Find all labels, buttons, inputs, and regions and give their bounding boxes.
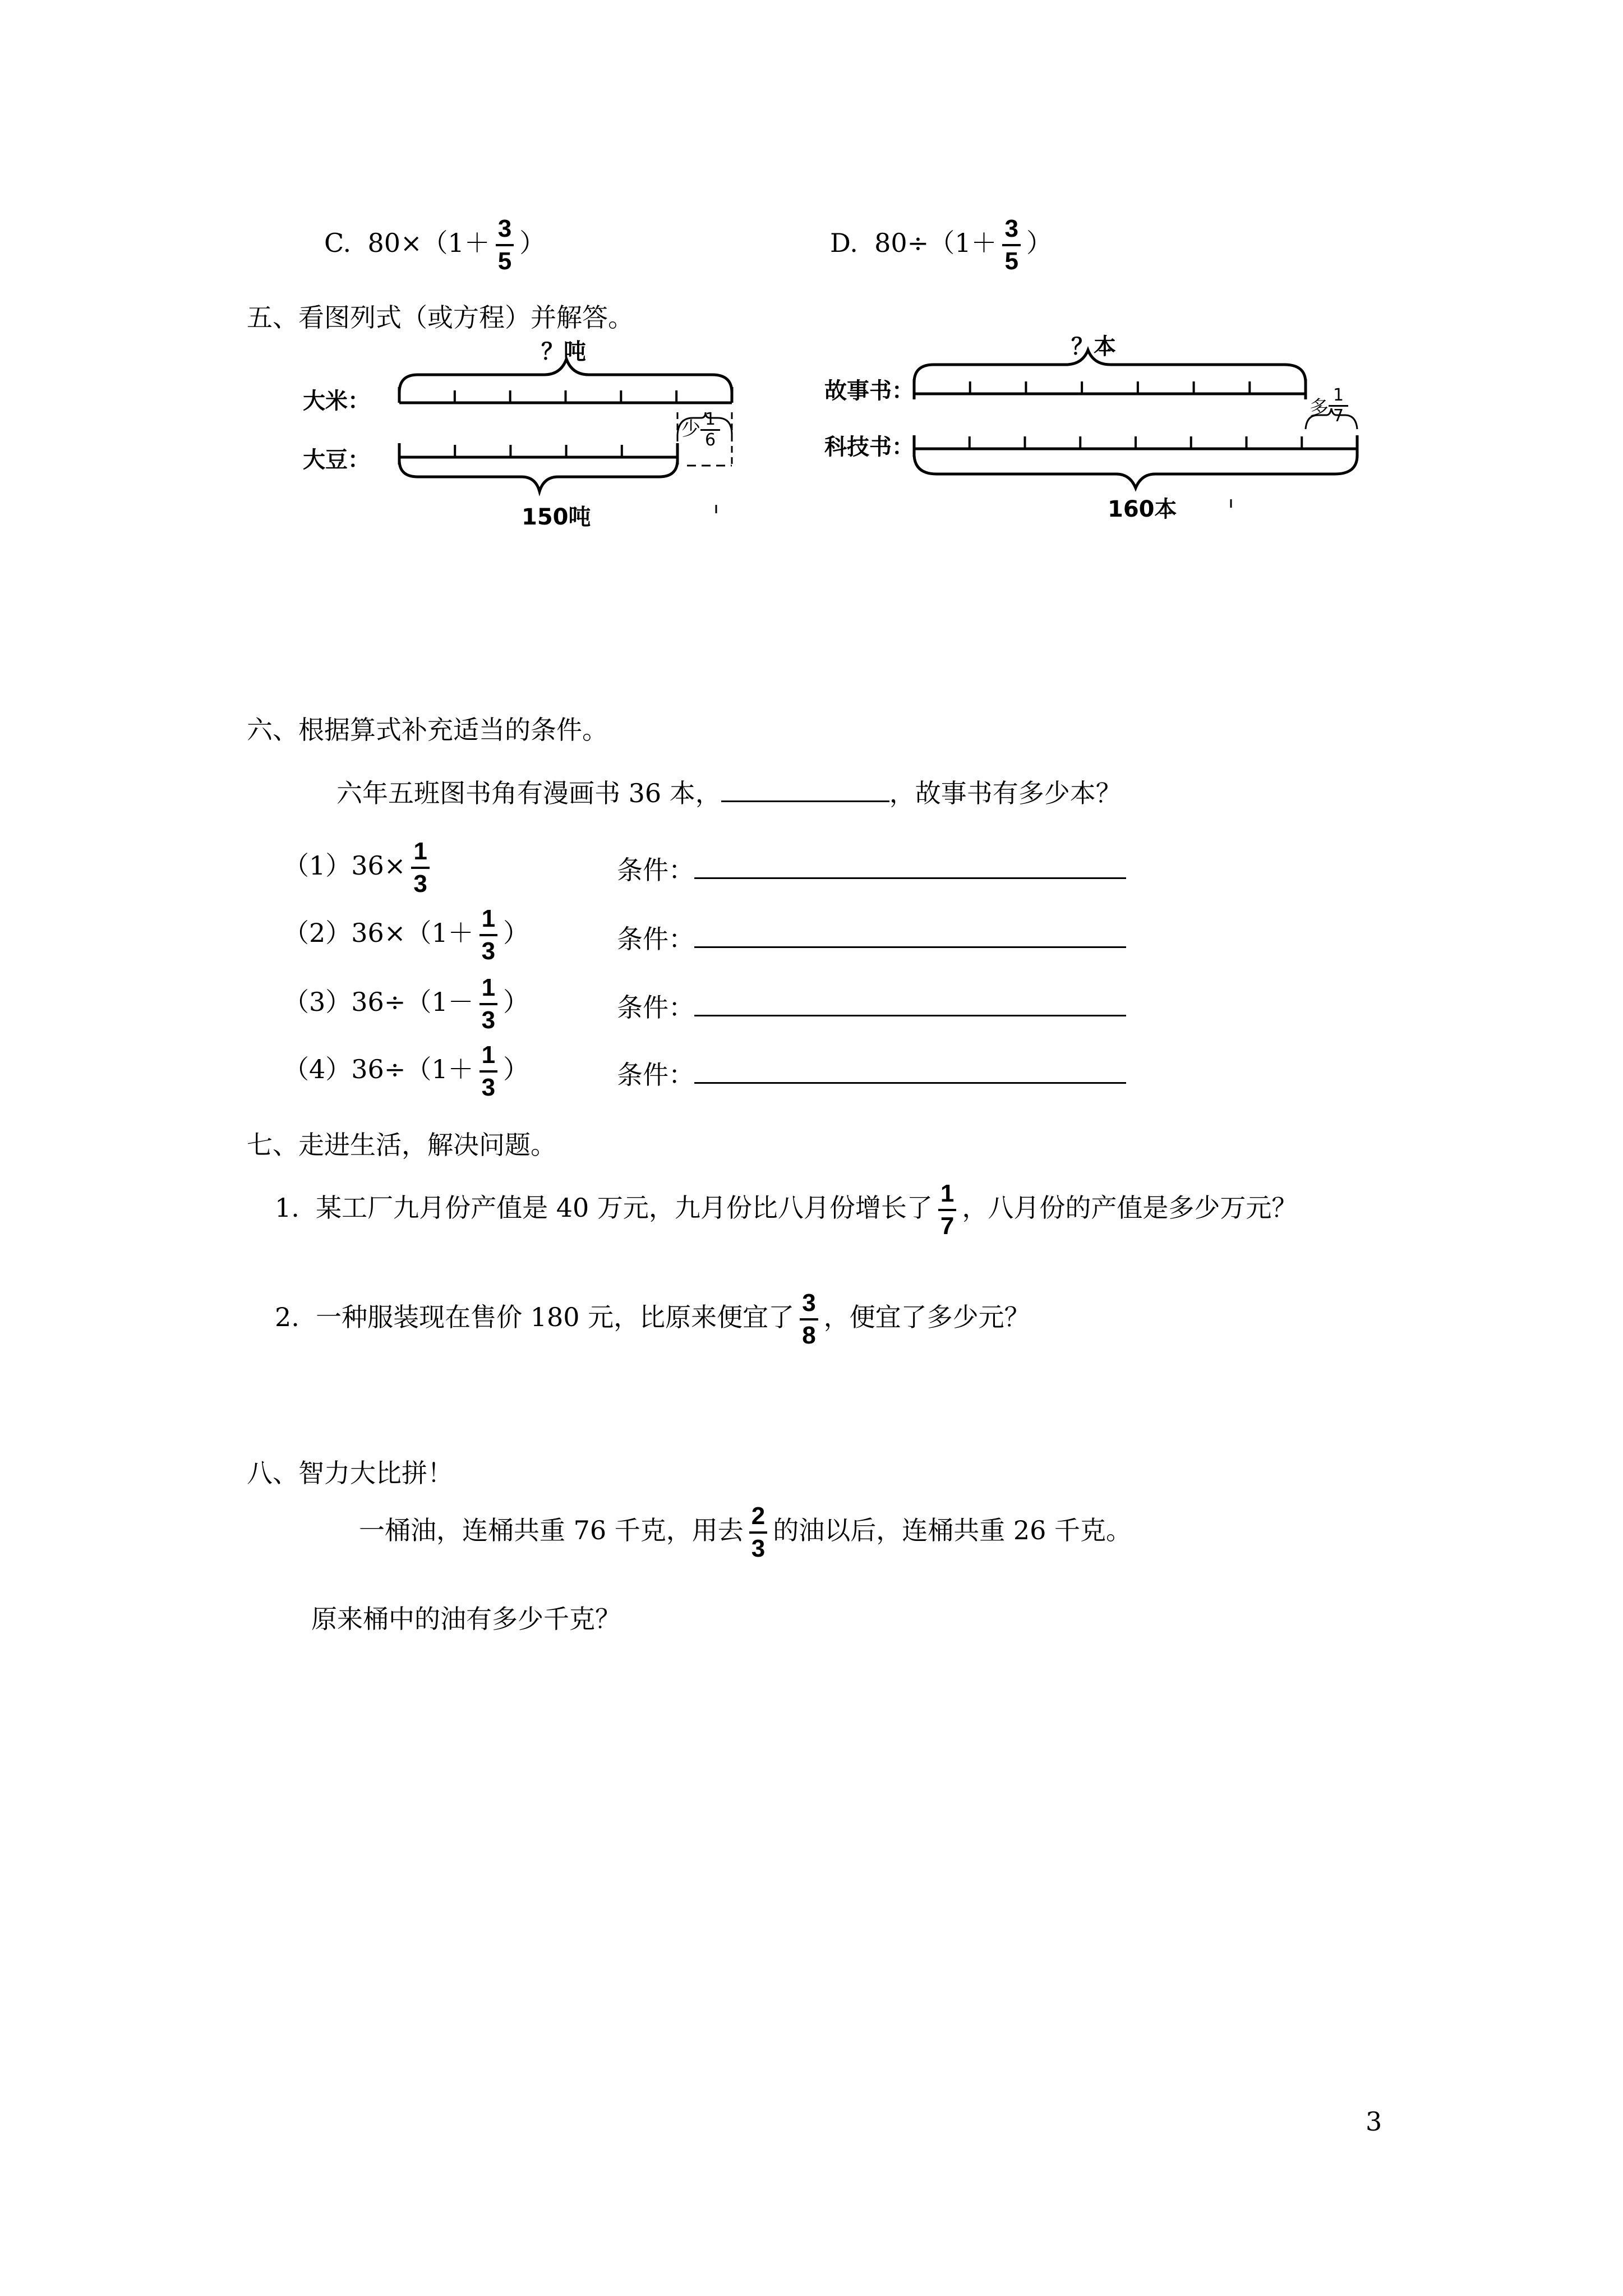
- condition-blank[interactable]: [694, 1082, 1126, 1084]
- section7-problem-2: [275, 1290, 1030, 1349]
- section6-item-expr: （2）36×（1＋ $\frac{1}{3}$ ）: [283, 905, 529, 965]
- diagram1-soybean-label: 大豆：: [303, 447, 370, 473]
- diagram1-bottom-label: 150吨: [522, 504, 591, 530]
- section6-title: 六、根据算式补充适当的条件。: [247, 715, 608, 745]
- condition-blank[interactable]: [694, 946, 1126, 948]
- diagram1-rice-label: 大米：: [303, 388, 370, 414]
- section6-item-expr: （4）36÷（1＋ $\frac{1}{3}$ ）: [283, 1041, 529, 1102]
- condition-label: 条件：: [617, 855, 694, 885]
- condition-label: 条件：: [617, 992, 694, 1023]
- diagram1-bottom-brace: [399, 460, 677, 491]
- section8-line-2: 原来桶中的油有多少千克？: [311, 1604, 621, 1634]
- condition-label: 条件：: [617, 1060, 694, 1090]
- problem-text-before: 一种服装现在售价 180 元，比原来便宜了: [316, 1302, 795, 1333]
- option-d-expr-right: ）: [1026, 228, 1052, 259]
- diagram2-diff-word: 多: [1310, 397, 1329, 419]
- diagram2-drawing: [914, 350, 1357, 488]
- problem-number: 1.: [275, 1193, 299, 1223]
- condition-blank[interactable]: [694, 877, 1126, 879]
- option-d-expr-left: 80÷（1＋: [874, 228, 997, 259]
- section6-item-condition: [617, 850, 1126, 887]
- section6-prompt-blank[interactable]: [721, 800, 889, 802]
- page-number: 3: [1366, 2106, 1382, 2137]
- condition-label: 条件：: [617, 924, 694, 954]
- section7-problem-1: [275, 1181, 1297, 1239]
- diagram2-top-label: ？本: [1071, 334, 1116, 360]
- diagram1-difference: [681, 411, 720, 449]
- diagram1-ticks: [455, 390, 676, 457]
- section6-item-fraction: $\frac{1}{3}$: [411, 839, 429, 897]
- diagram2-ticks: [970, 381, 1302, 449]
- section7-title: 七、走进生活，解决问题。: [247, 1130, 556, 1160]
- diagram2-bottom-brace: [914, 455, 1357, 488]
- option-c-expr-right: ）: [519, 228, 546, 259]
- section6-prompt: [336, 773, 1122, 810]
- section6-item-expr: （1）36× $\frac{1}{3}$: [283, 839, 435, 897]
- section6-item-fraction: $\frac{1}{3}$: [479, 975, 497, 1033]
- problem-number: 2.: [275, 1302, 299, 1333]
- diagram2-difference: [1310, 387, 1348, 425]
- option-d-label: D.: [830, 228, 858, 259]
- section6-item-condition: [617, 987, 1126, 1024]
- problem-text-after: ，便宜了多少元？: [823, 1302, 1030, 1333]
- section6-item-fraction: $\frac{1}{3}$: [479, 906, 497, 964]
- option-c-label: C.: [324, 228, 352, 259]
- section6-item-condition: [617, 919, 1126, 956]
- section5-title: 五、看图列式（或方程）并解答。: [247, 302, 634, 333]
- diagram1-top-label: ？吨: [541, 339, 586, 365]
- diagram2-diff-fraction: $\frac{1}{7}$: [1329, 387, 1348, 425]
- section6-item-condition: [617, 1055, 1126, 1092]
- section6-item-fraction: $\frac{1}{3}$: [479, 1042, 497, 1101]
- section8-line-1: 一桶油，连桶共重 76 千克，用去 $\frac{2}{3}$ 的油以后，连桶共重 26 千克。: [359, 1502, 1132, 1563]
- diagram2-science-label: 科技书：: [824, 434, 914, 460]
- section6-prompt-before: 六年五班图书角有漫画书 36 本，: [336, 778, 721, 808]
- problem-fraction: $\frac{3}{8}$: [800, 1290, 818, 1349]
- option-d-fraction: $\frac{3}{5}$: [1002, 216, 1020, 274]
- section8-title: 八、智力大比拼！: [247, 1458, 453, 1488]
- section6-prompt-after: ，故事书有多少本？: [889, 778, 1122, 808]
- diagram1-diff-fraction: $\frac{1}{6}$: [700, 411, 720, 449]
- problem-fraction: $\frac{1}{7}$: [938, 1181, 956, 1239]
- option-c-expr-left: 80×（1＋: [367, 228, 490, 259]
- condition-blank[interactable]: [694, 1015, 1126, 1016]
- section8-fraction: $\frac{2}{3}$: [749, 1503, 767, 1562]
- diagram2-story-label: 故事书：: [824, 378, 914, 404]
- option-c-fraction: $\frac{3}{5}$: [496, 216, 514, 274]
- problem-text-after: ，八月份的产值是多少万元？: [962, 1193, 1298, 1223]
- diagram2-bottom-label: 160本: [1108, 496, 1177, 522]
- section6-item-expr: （3）36÷（1－ $\frac{1}{3}$ ）: [283, 974, 529, 1034]
- problem-text-before: 某工厂九月份产值是 40 万元，九月份比八月份增长了: [316, 1193, 933, 1223]
- diagram1-diff-word: 少: [681, 418, 700, 440]
